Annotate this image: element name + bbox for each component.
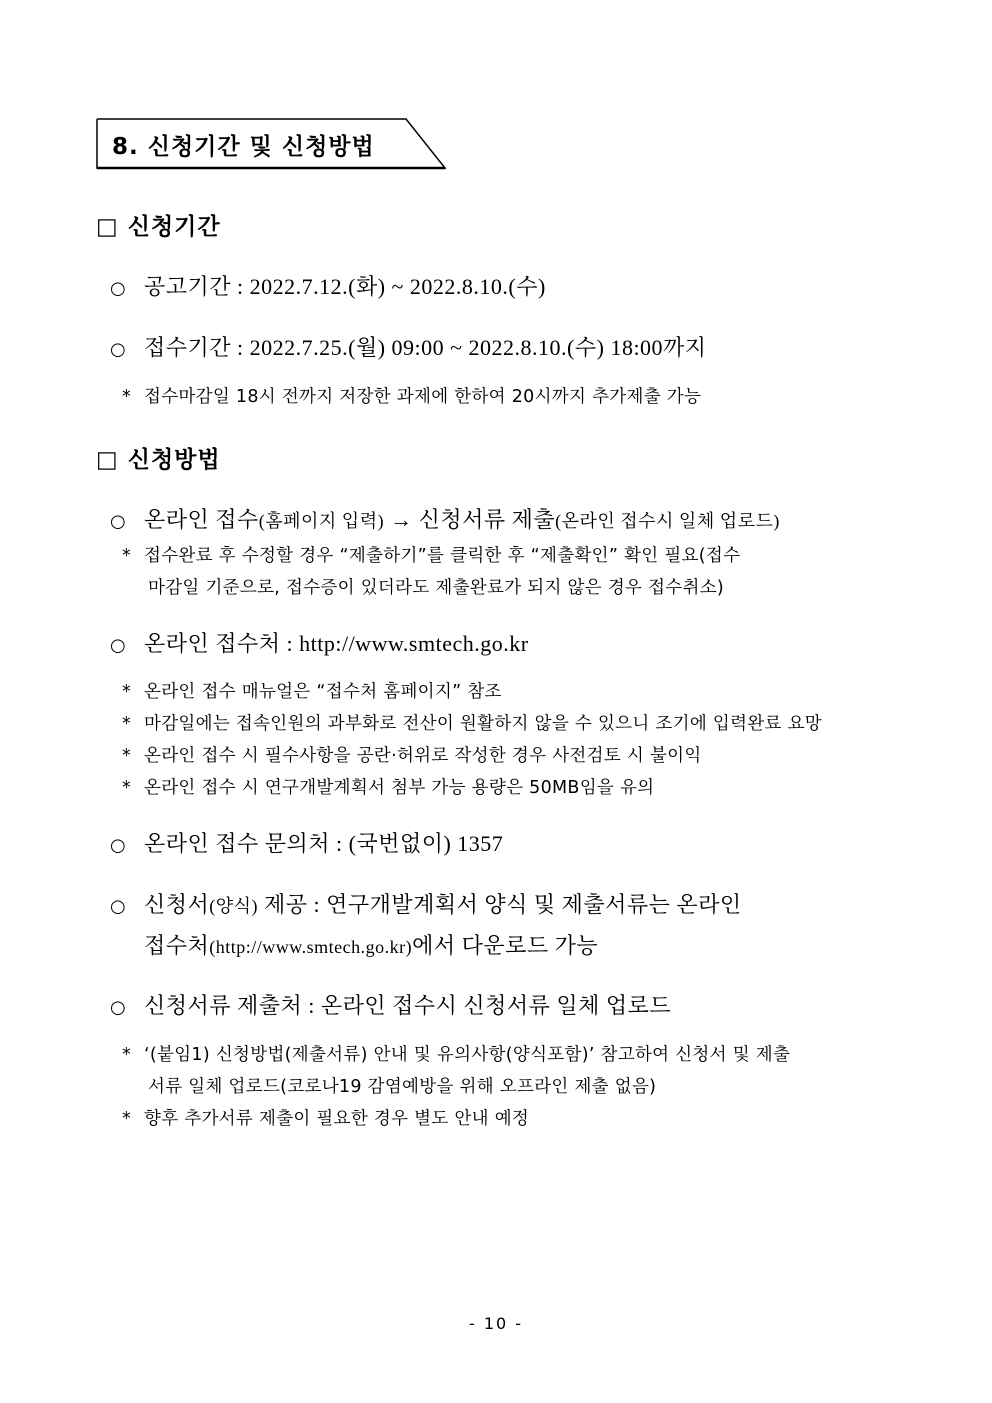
online-site-text: 온라인 접수처 : http://www.smtech.go.kr (144, 631, 529, 656)
form-lead: 신청서 (144, 892, 210, 917)
site-note-text: 온라인 접수 시 필수사항을 공란·허위로 작성한 경우 사전검토 시 불이익 (144, 746, 702, 766)
inquiry-item (110, 827, 503, 858)
circle-bullet-icon: ○ (110, 339, 127, 360)
site-note-1 (122, 678, 502, 703)
site-note-3 (122, 742, 702, 767)
heading-method: □ 신청방법 (96, 447, 221, 473)
submit-note-line2: 서류 일체 업로드(코로나19 감염예방을 위해 오프라인 제출 없음) (148, 1077, 657, 1097)
circle-bullet-icon: ○ (110, 997, 127, 1018)
online-note-line1: 접수완료 후 수정할 경우 “제출하기”를 클릭한 후 “제출확인” 확인 필요(접수 (144, 546, 741, 566)
online-submit-text: 신청서류 제출 (418, 507, 556, 532)
deadline-note (122, 383, 701, 408)
later-note (122, 1105, 529, 1130)
form-line1-rest: 제공 : 연구개발계획서 양식 및 제출서류는 온라인 (264, 892, 742, 917)
arrow-right-icon: → (390, 507, 413, 532)
form-line2-a: 접수처 (144, 933, 210, 958)
submit-note-line1: ‘(붙임1) 신청방법(제출서류) 안내 및 유의사항(양식포함)’ 참고하여 신청서 및 제출 (144, 1045, 791, 1065)
online-receipt-item (110, 503, 780, 534)
submit-text: 신청서류 제출처 : 온라인 접수시 신청서류 일체 업로드 (144, 993, 672, 1018)
heading-period: □ 신청기간 (96, 214, 221, 240)
submit-item (110, 989, 671, 1020)
deadline-note-text: 접수마감일 18시 전까지 저장한 과제에 한하여 20시까지 추가제출 가능 (144, 387, 702, 407)
page-number: - 10 - (468, 1314, 524, 1333)
later-note-text: 향후 추가서류 제출이 필요한 경우 별도 안내 예정 (144, 1109, 530, 1129)
form-item (110, 888, 742, 919)
site-note-2 (122, 710, 822, 735)
online-note-line2: 마감일 기준으로, 접수증이 있더라도 제출완료가 되지 않은 경우 접수취소) (148, 578, 725, 598)
site-note-text: 마감일에는 접속인원의 과부화로 전산이 원활하지 않을 수 있으니 조기에 입력완료 요망 (144, 714, 823, 734)
site-note-text: 온라인 접수 시 연구개발계획서 첨부 가능 용량은 50MB임을 유의 (144, 778, 655, 798)
site-note-text: 온라인 접수 매뉴얼은 “접수처 홈페이지” 참조 (144, 682, 502, 702)
receipt-period-item (110, 331, 707, 362)
site-note-4 (122, 774, 654, 799)
online-receipt-lead: 온라인 접수 (144, 507, 259, 532)
circle-bullet-icon: ○ (110, 635, 127, 656)
asterisk-icon: * (122, 746, 132, 766)
circle-bullet-icon: ○ (110, 835, 127, 856)
circle-bullet-icon: ○ (110, 278, 127, 299)
asterisk-icon: * (122, 1109, 132, 1129)
form-lead-paren: (양식) (209, 896, 259, 916)
asterisk-icon: * (122, 1045, 132, 1065)
circle-bullet-icon: ○ (110, 511, 127, 532)
announce-period-item (110, 270, 546, 301)
announce-period-text: 공고기간 : 2022.7.12.(화) ~ 2022.8.10.(수) (144, 274, 546, 299)
circle-bullet-icon: ○ (110, 896, 127, 917)
asterisk-icon: * (122, 682, 132, 702)
submit-note (122, 1041, 790, 1066)
asterisk-icon: * (122, 714, 132, 734)
section-title-box (96, 118, 446, 168)
online-note (122, 542, 740, 567)
inquiry-text: 온라인 접수 문의처 : (국번없이) 1357 (144, 831, 504, 856)
online-site-item (110, 627, 529, 658)
form-line2 (144, 929, 598, 960)
page-title: 8. 신청기간 및 신청방법 (112, 134, 375, 160)
form-line2-paren: (http://www.smtech.go.kr) (209, 937, 413, 957)
online-submit-paren: (온라인 접수시 일체 업로드) (555, 511, 780, 531)
online-receipt-paren: (홈페이지 입력) (258, 511, 385, 531)
asterisk-icon: * (122, 546, 132, 566)
asterisk-icon: * (122, 387, 132, 407)
asterisk-icon: * (122, 778, 132, 798)
receipt-period-text: 접수기간 : 2022.7.25.(월) 09:00 ~ 2022.8.10.(수) 18:00까지 (144, 335, 707, 360)
form-line2-rest: 에서 다운로드 가능 (412, 933, 599, 958)
